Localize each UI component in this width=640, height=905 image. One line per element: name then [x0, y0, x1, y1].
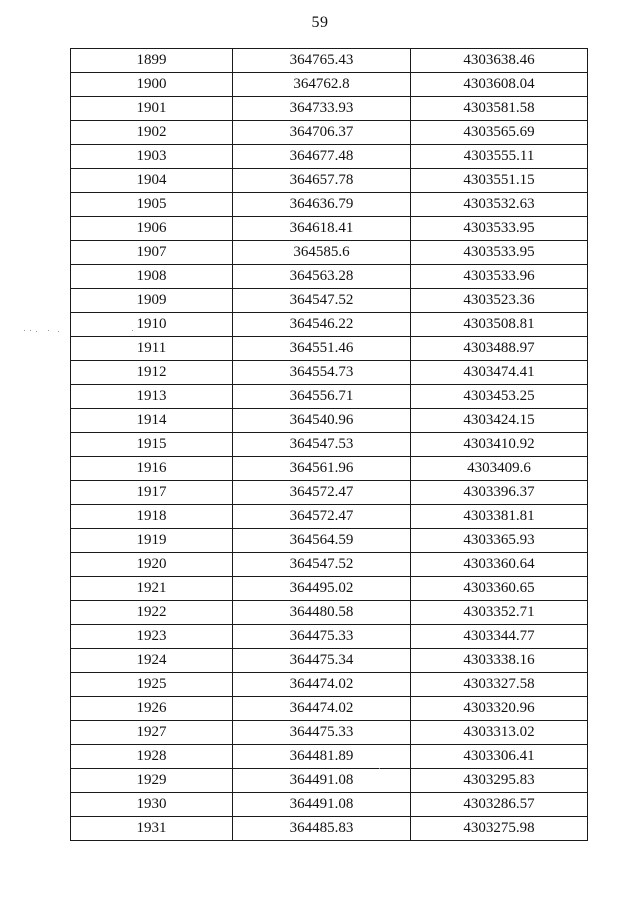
table-row: [71, 721, 588, 745]
table-row: [71, 217, 588, 241]
y-coordinate-cell: 4303508.81: [411, 313, 588, 337]
point-number-cell: 1911: [71, 337, 233, 361]
scan-speck: [30, 330, 31, 331]
y-coordinate-cell: 4303555.11: [411, 145, 588, 169]
x-coordinate-cell: 364491.08: [233, 793, 411, 817]
x-coordinate-cell: 364547.52: [233, 289, 411, 313]
x-coordinate-cell: 364561.96: [233, 457, 411, 481]
y-coordinate-cell: 4303409.6: [411, 457, 588, 481]
page-number: 59: [311, 14, 329, 31]
table-row: [71, 577, 588, 601]
x-coordinate-cell: 364572.47: [233, 505, 411, 529]
scan-speck: [58, 331, 59, 332]
table-row: [71, 169, 588, 193]
point-number-cell: 1920: [71, 553, 233, 577]
table-row: [71, 73, 588, 97]
point-number-cell: 1925: [71, 673, 233, 697]
point-number-cell: 1915: [71, 433, 233, 457]
x-coordinate-cell: 364657.78: [233, 169, 411, 193]
x-coordinate-cell: 364495.02: [233, 577, 411, 601]
x-coordinate-cell: 364706.37: [233, 121, 411, 145]
x-coordinate-cell: 364618.41: [233, 217, 411, 241]
point-number-cell: 1927: [71, 721, 233, 745]
table-row: [71, 241, 588, 265]
y-coordinate-cell: 4303365.93: [411, 529, 588, 553]
x-coordinate-cell: 364564.59: [233, 529, 411, 553]
table-row: [71, 529, 588, 553]
y-coordinate-cell: 4303424.15: [411, 409, 588, 433]
y-coordinate-cell: 4303360.64: [411, 553, 588, 577]
y-coordinate-cell: 4303533.95: [411, 217, 588, 241]
x-coordinate-cell: 364677.48: [233, 145, 411, 169]
point-number-cell: 1917: [71, 481, 233, 505]
point-number-cell: 1907: [71, 241, 233, 265]
x-coordinate-cell: 364474.02: [233, 697, 411, 721]
x-coordinate-cell: 364765.43: [233, 49, 411, 73]
y-coordinate-cell: 4303344.77: [411, 625, 588, 649]
y-coordinate-cell: 4303320.96: [411, 697, 588, 721]
x-coordinate-cell: 364733.93: [233, 97, 411, 121]
y-coordinate-cell: 4303608.04: [411, 73, 588, 97]
y-coordinate-cell: 4303532.63: [411, 193, 588, 217]
scan-speck: [24, 330, 25, 331]
scan-speck: [36, 331, 37, 332]
y-coordinate-cell: 4303523.36: [411, 289, 588, 313]
table-row: [71, 745, 588, 769]
y-coordinate-cell: 4303533.96: [411, 265, 588, 289]
scan-speck: [132, 330, 133, 331]
x-coordinate-cell: 364563.28: [233, 265, 411, 289]
x-coordinate-cell: 364762.8: [233, 73, 411, 97]
table-row: [71, 793, 588, 817]
y-coordinate-cell: 4303551.15: [411, 169, 588, 193]
table-row: [71, 601, 588, 625]
y-coordinate-cell: 4303381.81: [411, 505, 588, 529]
y-coordinate-cell: 4303396.37: [411, 481, 588, 505]
point-number-cell: 1923: [71, 625, 233, 649]
x-coordinate-cell: 364475.34: [233, 649, 411, 673]
coordinates-table: [70, 48, 588, 841]
x-coordinate-cell: 364480.58: [233, 601, 411, 625]
y-coordinate-cell: 4303360.65: [411, 577, 588, 601]
y-coordinate-cell: 4303581.58: [411, 97, 588, 121]
point-number-cell: 1902: [71, 121, 233, 145]
x-coordinate-cell: 364474.02: [233, 673, 411, 697]
table-row: [71, 385, 588, 409]
x-coordinate-cell: 364547.52: [233, 553, 411, 577]
point-number-cell: 1905: [71, 193, 233, 217]
point-number-cell: 1919: [71, 529, 233, 553]
table-row: [71, 817, 588, 841]
point-number-cell: 1901: [71, 97, 233, 121]
table-row: [71, 553, 588, 577]
table-row: [71, 409, 588, 433]
scan-speck: [379, 768, 380, 769]
point-number-cell: 1926: [71, 697, 233, 721]
table-row: [71, 481, 588, 505]
x-coordinate-cell: 364572.47: [233, 481, 411, 505]
table-row: [71, 625, 588, 649]
table-row: [71, 769, 588, 793]
point-number-cell: 1904: [71, 169, 233, 193]
table-row: [71, 121, 588, 145]
y-coordinate-cell: 4303533.95: [411, 241, 588, 265]
table-row: [71, 697, 588, 721]
x-coordinate-cell: 364546.22: [233, 313, 411, 337]
point-number-cell: 1909: [71, 289, 233, 313]
y-coordinate-cell: 4303313.02: [411, 721, 588, 745]
point-number-cell: 1903: [71, 145, 233, 169]
x-coordinate-cell: 364475.33: [233, 721, 411, 745]
table-row: [71, 433, 588, 457]
x-coordinate-cell: 364481.89: [233, 745, 411, 769]
y-coordinate-cell: 4303453.25: [411, 385, 588, 409]
x-coordinate-cell: 364547.53: [233, 433, 411, 457]
table-row: [71, 505, 588, 529]
x-coordinate-cell: 364491.08: [233, 769, 411, 793]
point-number-cell: 1922: [71, 601, 233, 625]
x-coordinate-cell: 364636.79: [233, 193, 411, 217]
point-number-cell: 1900: [71, 73, 233, 97]
x-coordinate-cell: 364554.73: [233, 361, 411, 385]
x-coordinate-cell: 364551.46: [233, 337, 411, 361]
x-coordinate-cell: 364475.33: [233, 625, 411, 649]
table-row: [71, 145, 588, 169]
y-coordinate-cell: 4303410.92: [411, 433, 588, 457]
y-coordinate-cell: 4303306.41: [411, 745, 588, 769]
x-coordinate-cell: 364556.71: [233, 385, 411, 409]
table-row: [71, 97, 588, 121]
point-number-cell: 1931: [71, 817, 233, 841]
table-row: [71, 193, 588, 217]
table-row: [71, 337, 588, 361]
point-number-cell: 1910: [71, 313, 233, 337]
table-row: [71, 313, 588, 337]
x-coordinate-cell: 364585.6: [233, 241, 411, 265]
y-coordinate-cell: 4303295.83: [411, 769, 588, 793]
point-number-cell: 1912: [71, 361, 233, 385]
coordinates-table-body: [71, 49, 588, 841]
point-number-cell: 1921: [71, 577, 233, 601]
table-row: [71, 361, 588, 385]
point-number-cell: 1914: [71, 409, 233, 433]
y-coordinate-cell: 4303352.71: [411, 601, 588, 625]
table-row: [71, 265, 588, 289]
table-row: [71, 649, 588, 673]
point-number-cell: 1929: [71, 769, 233, 793]
table-row: [71, 673, 588, 697]
y-coordinate-cell: 4303275.98: [411, 817, 588, 841]
scan-speck: [48, 330, 49, 331]
x-coordinate-cell: 364485.83: [233, 817, 411, 841]
y-coordinate-cell: 4303638.46: [411, 49, 588, 73]
point-number-cell: 1908: [71, 265, 233, 289]
point-number-cell: 1924: [71, 649, 233, 673]
point-number-cell: 1928: [71, 745, 233, 769]
table-row: [71, 457, 588, 481]
y-coordinate-cell: 4303488.97: [411, 337, 588, 361]
point-number-cell: 1930: [71, 793, 233, 817]
point-number-cell: 1899: [71, 49, 233, 73]
y-coordinate-cell: 4303474.41: [411, 361, 588, 385]
y-coordinate-cell: 4303286.57: [411, 793, 588, 817]
x-coordinate-cell: 364540.96: [233, 409, 411, 433]
point-number-cell: 1906: [71, 217, 233, 241]
point-number-cell: 1913: [71, 385, 233, 409]
table-row: [71, 289, 588, 313]
table-row: [71, 49, 588, 73]
y-coordinate-cell: 4303327.58: [411, 673, 588, 697]
point-number-cell: 1918: [71, 505, 233, 529]
y-coordinate-cell: 4303338.16: [411, 649, 588, 673]
point-number-cell: 1916: [71, 457, 233, 481]
y-coordinate-cell: 4303565.69: [411, 121, 588, 145]
